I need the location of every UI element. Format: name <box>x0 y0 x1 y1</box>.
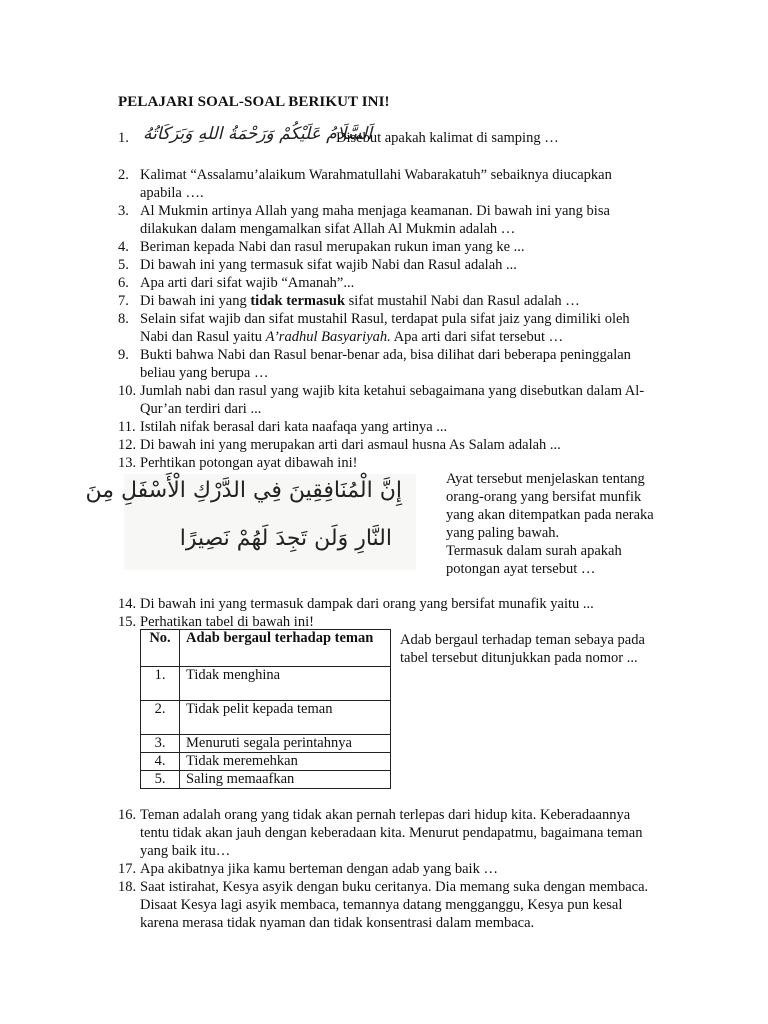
question-text: Apa akibatnya jika kamu berteman dengan adab yang baik … <box>140 861 498 877</box>
question-number: 17. <box>118 861 137 877</box>
question-text: dilakukan dalam mengamalkan sifat Allah Al Mukmin adalah … <box>140 221 516 237</box>
question-number: 3. <box>118 203 129 219</box>
question-13-side-text <box>446 470 654 578</box>
question-number: 14. <box>118 596 137 612</box>
text-part: Nabi dan Rasul yaitu <box>140 329 266 345</box>
question-number: 8. <box>118 311 129 327</box>
table-header-row <box>141 630 391 667</box>
question-text: apabila …. <box>140 185 204 201</box>
question-text <box>140 292 580 310</box>
side-line: tabel tersebut ditunjukkan pada nomor ... <box>400 650 638 666</box>
question-text: Di bawah ini yang termasuk sifat wajib Nabi dan Rasul adalah ... <box>140 257 517 273</box>
question-number: 18. <box>118 879 137 895</box>
row-number: 3. <box>141 735 180 753</box>
arabic-greeting: اَلسَّلَامُ عَلَيْكُمْ وَرَحْمَةُ اللهِ وَبَرَكَاتُهُ <box>143 124 372 144</box>
row-number: 1. <box>141 667 180 701</box>
table-row <box>141 771 391 789</box>
question-text: Di bawah ini yang termasuk dampak dari orang yang bersifat munafik yaitu ... <box>140 596 594 612</box>
arabic-verse-line-1: إِنَّ الْمُنَافِقِينَ فِي الدَّرْكِ الْأَسْفَلِ مِنَ <box>85 478 402 503</box>
question-text: Saat istirahat, Kesya asyik dengan buku ceritanya. Dia memang suka dengan membaca. <box>140 879 649 895</box>
worksheet-title: PELAJARI SOAL-SOAL BERIKUT INI! <box>118 94 390 110</box>
question-number: 11. <box>118 419 136 435</box>
question-number: 5. <box>118 257 129 273</box>
question-text: Perhtikan potongan ayat dibawah ini! <box>140 455 358 471</box>
text-part: sifat mustahil Nabi dan Rasul adalah … <box>345 293 580 309</box>
column-header-no: No. <box>141 630 180 667</box>
text-part: Di bawah ini yang <box>140 293 251 309</box>
italic-term: A’radhul Basyariyah. <box>265 329 391 345</box>
question-text: Istilah nifak berasal dari kata naafaqa yang artinya ... <box>140 419 448 435</box>
side-line: yang akan ditempatkan pada neraka <box>446 507 654 523</box>
side-line: orang-orang yang bersifat munfik <box>446 489 642 505</box>
side-line: potongan ayat tersebut … <box>446 561 596 577</box>
question-number: 1. <box>118 130 129 146</box>
question-text: Al Mukmin artinya Allah yang maha menjaga keamanan. Di bawah ini yang bisa <box>140 203 610 219</box>
table-row <box>141 701 391 735</box>
question-number: 15. <box>118 614 137 630</box>
row-adab: Tidak meremehkan <box>180 753 391 771</box>
question-text: yang baik itu… <box>140 843 231 859</box>
question-text <box>140 328 563 346</box>
question-15-side-text <box>400 631 645 667</box>
question-number: 13. <box>118 455 137 471</box>
question-text: Perhatikan tabel di bawah ini! <box>140 614 314 630</box>
question-number: 9. <box>118 347 129 363</box>
question-text: beliau yang berupa … <box>140 365 269 381</box>
table-row <box>141 667 391 701</box>
question-text: Apa arti dari sifat wajib “Amanah”... <box>140 275 355 291</box>
row-adab: Menuruti segala perintahnya <box>180 735 391 753</box>
question-text: Bukti bahwa Nabi dan Rasul benar-benar ada, bisa dilihat dari beberapa peninggalan <box>140 347 631 363</box>
column-header-adab: Adab bergaul terhadap teman <box>180 630 391 667</box>
question-text: tentu tidak akan jauh dengan keberadaan kita. Menurut pendapatmu, bagaimana teman <box>140 825 643 841</box>
question-text: Jumlah nabi dan rasul yang wajib kita ketahui sebagaimana yang disebutkan dalam Al- <box>140 383 645 399</box>
arabic-verse-line-2: النَّارِ وَلَن تَجِدَ لَهُمْ نَصِيرًا <box>179 526 392 551</box>
row-adab: Tidak menghina <box>180 667 391 701</box>
side-line: Termasuk dalam surah apakah <box>446 543 622 559</box>
question-number: 6. <box>118 275 129 291</box>
question-number: 16. <box>118 807 137 823</box>
question-text: Teman adalah orang yang tidak akan pernah terlepas dari hidup kita. Keberadaannya <box>140 807 631 823</box>
question-1-text: Disebut apakah kalimat di samping … <box>336 130 559 146</box>
row-number: 5. <box>141 771 180 789</box>
question-number: 12. <box>118 437 137 453</box>
emphasis-text: tidak termasuk <box>250 293 346 309</box>
side-line: Ayat tersebut menjelaskan tentang <box>446 471 645 487</box>
question-text: karena merasa tidak nyaman dan tidak konsentrasi dalam membaca. <box>140 915 535 931</box>
row-adab: Tidak pelit kepada teman <box>180 701 391 735</box>
question-number: 10. <box>118 383 137 399</box>
question-text: Kalimat “Assalamu’alaikum Warahmatullahi Wabarakatuh” sebaiknya diucapkan <box>140 167 612 183</box>
question-text: Di bawah ini yang merupakan arti dari asmaul husna As Salam adalah ... <box>140 437 561 453</box>
question-number: 2. <box>118 167 129 183</box>
row-number: 2. <box>141 701 180 735</box>
side-line: Adab bergaul terhadap teman sebaya pada <box>400 632 645 648</box>
row-number: 4. <box>141 753 180 771</box>
question-number: 4. <box>118 239 129 255</box>
question-number: 7. <box>118 293 129 309</box>
adab-table <box>140 629 391 789</box>
row-adab: Saling memaafkan <box>180 771 391 789</box>
question-text: Qur’an terdiri dari ... <box>140 401 262 417</box>
text-part: Apa arti dari sifat tersebut … <box>390 329 564 345</box>
side-line: yang paling bawah. <box>446 525 560 541</box>
question-text: Selain sifat wajib dan sifat mustahil Rasul, terdapat pula sifat jaiz yang dimiliki oleh <box>140 311 630 327</box>
question-text: Beriman kepada Nabi dan rasul merupakan rukun iman yang ke ... <box>140 239 525 255</box>
table-row <box>141 753 391 771</box>
table-row <box>141 735 391 753</box>
question-text: Disaat Kesya lagi asyik membaca, temannya datang mengganggu, Kesya pun kesal <box>140 897 623 913</box>
